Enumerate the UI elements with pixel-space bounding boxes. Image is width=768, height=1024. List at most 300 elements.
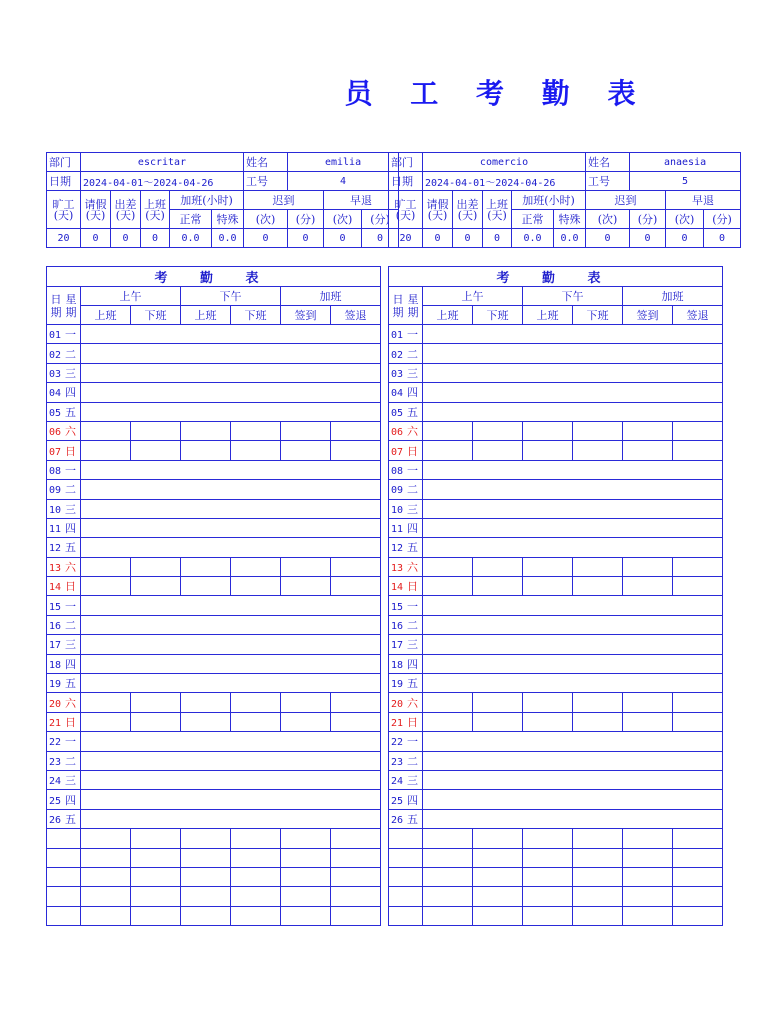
dept-value: escritar	[81, 153, 244, 172]
entry-cell[interactable]	[523, 577, 573, 596]
entry-cell-merged[interactable]	[81, 751, 381, 770]
day-row weekend-row	[389, 441, 723, 460]
entry-cell[interactable]	[423, 693, 473, 712]
blank-day-cell	[47, 887, 81, 906]
day-row	[47, 325, 381, 344]
entry-cell-merged[interactable]	[423, 770, 723, 789]
entry-cell-merged[interactable]	[81, 518, 381, 537]
day-cell: 10 三	[389, 499, 423, 518]
day-row	[47, 344, 381, 363]
morning-header: 上午	[81, 287, 181, 306]
entry-cell[interactable]	[81, 441, 131, 460]
entry-cell[interactable]	[473, 906, 523, 925]
blank-day-cell	[389, 829, 423, 848]
entry-cell[interactable]	[181, 577, 231, 596]
entry-cell[interactable]	[331, 867, 381, 886]
entry-cell[interactable]	[81, 848, 131, 867]
entry-cell[interactable]	[331, 577, 381, 596]
day-cell: 17 三	[47, 635, 81, 654]
entry-cell-merged[interactable]	[81, 732, 381, 751]
entry-cell[interactable]	[473, 441, 523, 460]
day-cell: 18 四	[47, 654, 81, 673]
entry-cell[interactable]	[673, 906, 723, 925]
entry-cell[interactable]	[81, 712, 131, 731]
day-row weekend-row	[389, 557, 723, 576]
entry-cell[interactable]	[181, 887, 231, 906]
entry-cell-merged[interactable]	[423, 499, 723, 518]
employee-info-table	[46, 152, 399, 248]
day-row	[47, 615, 381, 634]
entry-cell[interactable]	[523, 887, 573, 906]
page-title: 员 工 考 勤 表	[344, 77, 650, 110]
blank-row	[389, 848, 723, 867]
blank-day-cell	[47, 848, 81, 867]
name-value: anaesia	[630, 153, 741, 172]
entry-cell-merged[interactable]	[423, 615, 723, 634]
entry-cell[interactable]	[131, 421, 181, 440]
name-label: 姓名	[244, 153, 288, 172]
afternoon-header: 下午	[523, 287, 623, 306]
entry-cell[interactable]	[473, 887, 523, 906]
name-label: 姓名	[586, 153, 630, 172]
entry-cell[interactable]	[523, 848, 573, 867]
entry-cell[interactable]	[231, 693, 281, 712]
entry-cell-merged[interactable]	[81, 363, 381, 382]
entry-cell[interactable]	[181, 829, 231, 848]
entry-cell[interactable]	[281, 577, 331, 596]
entry-cell-merged[interactable]	[81, 674, 381, 693]
entry-cell[interactable]	[573, 441, 623, 460]
early-times-value: 0	[324, 229, 362, 248]
attendance-grid	[388, 266, 723, 926]
entry-cell[interactable]	[181, 693, 231, 712]
day-row	[47, 402, 381, 421]
day-row weekend-row	[47, 557, 381, 576]
entry-cell[interactable]	[573, 577, 623, 596]
day-cell: 26 五	[389, 809, 423, 828]
trip-value: 0	[453, 229, 483, 248]
entry-cell[interactable]	[423, 557, 473, 576]
entry-cell-merged[interactable]	[81, 402, 381, 421]
absent-header: 旷工 (天)	[47, 191, 81, 229]
day-row	[389, 615, 723, 634]
overtime-sign-in-header: 签到	[623, 306, 673, 325]
entry-cell[interactable]	[231, 867, 281, 886]
grid-header-row-1	[389, 287, 723, 306]
date-range-value: 2024-04-01～2024-04-26	[423, 172, 586, 191]
afternoon-on-header: 上班	[523, 306, 573, 325]
entry-cell[interactable]	[131, 906, 181, 925]
day-row	[389, 325, 723, 344]
work-days-header: 上班 (天)	[483, 191, 512, 229]
entry-cell[interactable]	[623, 557, 673, 576]
entry-cell-merged[interactable]	[81, 809, 381, 828]
entry-cell-merged[interactable]	[423, 654, 723, 673]
day-row	[47, 596, 381, 615]
entry-cell[interactable]	[573, 848, 623, 867]
entry-cell[interactable]	[181, 712, 231, 731]
entry-cell[interactable]	[623, 441, 673, 460]
entry-cell[interactable]	[423, 887, 473, 906]
entry-cell[interactable]	[281, 906, 331, 925]
leave-value: 0	[81, 229, 111, 248]
entry-cell[interactable]	[231, 441, 281, 460]
day-row	[389, 499, 723, 518]
entry-cell[interactable]	[623, 693, 673, 712]
entry-cell[interactable]	[423, 577, 473, 596]
entry-cell[interactable]	[331, 712, 381, 731]
morning-on-header: 上班	[423, 306, 473, 325]
early-times-header: (次)	[324, 210, 362, 229]
entry-cell-merged[interactable]	[81, 654, 381, 673]
entry-cell[interactable]	[181, 421, 231, 440]
entry-cell[interactable]	[473, 829, 523, 848]
entry-cell[interactable]	[81, 421, 131, 440]
day-cell: 16 二	[389, 615, 423, 634]
entry-cell[interactable]	[473, 693, 523, 712]
entry-cell-merged[interactable]	[423, 363, 723, 382]
entry-cell[interactable]	[281, 829, 331, 848]
blank-day-cell	[389, 887, 423, 906]
entry-cell[interactable]	[423, 848, 473, 867]
day-row	[47, 383, 381, 402]
entry-cell[interactable]	[331, 557, 381, 576]
entry-cell[interactable]	[131, 829, 181, 848]
entry-cell-merged[interactable]	[423, 480, 723, 499]
entry-cell[interactable]	[231, 577, 281, 596]
afternoon-off-header: 下班	[231, 306, 281, 325]
day-row weekend-row	[47, 577, 381, 596]
entry-cell[interactable]	[623, 867, 673, 886]
entry-cell[interactable]	[573, 829, 623, 848]
entry-cell-merged[interactable]	[81, 344, 381, 363]
overtime-hours-header: 加班(小时)	[170, 191, 244, 210]
blank-row	[47, 829, 381, 848]
entry-cell-merged[interactable]	[81, 538, 381, 557]
absent-value: 20	[389, 229, 423, 248]
early-minutes-value: 0	[704, 229, 741, 248]
entry-cell[interactable]	[573, 906, 623, 925]
day-row	[389, 383, 723, 402]
entry-cell-merged[interactable]	[81, 615, 381, 634]
day-cell: 24 三	[47, 770, 81, 789]
day-cell: 24 三	[389, 770, 423, 789]
day-cell: 10 三	[47, 499, 81, 518]
early-minutes-header: (分)	[362, 210, 399, 229]
dept-label: 部门	[47, 153, 81, 172]
day-row	[389, 770, 723, 789]
entry-cell-merged[interactable]	[423, 751, 723, 770]
entry-cell[interactable]	[473, 577, 523, 596]
entry-cell[interactable]	[81, 693, 131, 712]
entry-cell[interactable]	[423, 421, 473, 440]
entry-cell-merged[interactable]	[423, 383, 723, 402]
day-row	[47, 499, 381, 518]
info-row-dept	[47, 153, 399, 172]
blank-row	[389, 867, 723, 886]
entry-cell[interactable]	[423, 867, 473, 886]
day-cell: 25 四	[47, 790, 81, 809]
entry-cell[interactable]	[181, 441, 231, 460]
dept-label: 部门	[389, 153, 423, 172]
entry-cell[interactable]	[131, 867, 181, 886]
entry-cell[interactable]	[281, 441, 331, 460]
day-row	[47, 480, 381, 499]
blank-row	[389, 829, 723, 848]
entry-cell[interactable]	[673, 712, 723, 731]
entry-cell[interactable]	[523, 829, 573, 848]
day-row	[389, 344, 723, 363]
afternoon-header: 下午	[181, 287, 281, 306]
day-cell: 04 四	[389, 383, 423, 402]
entry-cell[interactable]	[81, 829, 131, 848]
day-row	[47, 790, 381, 809]
entry-cell[interactable]	[131, 887, 181, 906]
entry-cell[interactable]	[331, 906, 381, 925]
morning-off-header: 下班	[473, 306, 523, 325]
entry-cell[interactable]	[181, 867, 231, 886]
overtime-sign-out-header: 签退	[673, 306, 723, 325]
day-cell: 13 六	[47, 557, 81, 576]
entry-cell[interactable]	[231, 887, 281, 906]
day-cell: 15 一	[389, 596, 423, 615]
entry-cell[interactable]	[331, 441, 381, 460]
entry-cell[interactable]	[473, 421, 523, 440]
entry-cell[interactable]	[81, 906, 131, 925]
absent-value: 20	[47, 229, 81, 248]
stats-header-row-1	[389, 191, 741, 210]
entry-cell[interactable]	[131, 712, 181, 731]
day-cell: 12 五	[389, 538, 423, 557]
day-cell: 04 四	[47, 383, 81, 402]
leave-header: 请假 (天)	[81, 191, 111, 229]
entry-cell[interactable]	[231, 848, 281, 867]
entry-cell[interactable]	[573, 887, 623, 906]
blank-row	[389, 906, 723, 925]
entry-cell-merged[interactable]	[423, 790, 723, 809]
day-row	[389, 732, 723, 751]
entry-cell[interactable]	[523, 906, 573, 925]
entry-cell[interactable]	[331, 887, 381, 906]
id-label: 工号	[244, 172, 288, 191]
entry-cell-merged[interactable]	[423, 674, 723, 693]
entry-cell[interactable]	[523, 421, 573, 440]
entry-cell-merged[interactable]	[81, 790, 381, 809]
entry-cell[interactable]	[523, 712, 573, 731]
entry-cell-merged[interactable]	[423, 596, 723, 615]
entry-cell[interactable]	[231, 421, 281, 440]
entry-cell[interactable]	[281, 887, 331, 906]
entry-cell[interactable]	[473, 712, 523, 731]
day-row	[47, 460, 381, 479]
entry-cell[interactable]	[573, 557, 623, 576]
entry-cell[interactable]	[473, 848, 523, 867]
blank-day-cell	[389, 906, 423, 925]
entry-cell[interactable]	[523, 867, 573, 886]
late-header: 迟到	[586, 191, 666, 210]
entry-cell[interactable]	[573, 421, 623, 440]
day-row weekend-row	[47, 712, 381, 731]
entry-cell[interactable]	[573, 693, 623, 712]
stats-values-row	[389, 229, 741, 248]
entry-cell-merged[interactable]	[423, 460, 723, 479]
entry-cell-merged[interactable]	[423, 732, 723, 751]
entry-cell[interactable]	[181, 848, 231, 867]
entry-cell[interactable]	[523, 441, 573, 460]
day-row weekend-row	[389, 421, 723, 440]
entry-cell[interactable]	[131, 557, 181, 576]
entry-cell[interactable]	[331, 421, 381, 440]
blank-row	[47, 867, 381, 886]
id-label: 工号	[586, 172, 630, 191]
late-minutes-header: (分)	[288, 210, 324, 229]
entry-cell-merged[interactable]	[423, 344, 723, 363]
morning-header: 上午	[423, 287, 523, 306]
entry-cell[interactable]	[573, 867, 623, 886]
entry-cell[interactable]	[623, 829, 673, 848]
employee-info-table	[388, 152, 741, 248]
entry-cell[interactable]	[181, 557, 231, 576]
entry-cell[interactable]	[81, 557, 131, 576]
entry-cell[interactable]	[231, 712, 281, 731]
stats-values-row	[47, 229, 399, 248]
entry-cell-merged[interactable]	[81, 325, 381, 344]
entry-cell[interactable]	[231, 829, 281, 848]
entry-cell[interactable]	[81, 577, 131, 596]
entry-cell[interactable]	[131, 441, 181, 460]
entry-cell[interactable]	[623, 712, 673, 731]
ot-special-value: 0.0	[212, 229, 244, 248]
entry-cell[interactable]	[281, 712, 331, 731]
day-row	[389, 751, 723, 770]
entry-cell[interactable]	[281, 867, 331, 886]
blank-day-cell	[47, 867, 81, 886]
entry-cell[interactable]	[331, 829, 381, 848]
entry-cell[interactable]	[281, 693, 331, 712]
entry-cell[interactable]	[423, 829, 473, 848]
entry-cell[interactable]	[281, 557, 331, 576]
entry-cell[interactable]	[181, 906, 231, 925]
entry-cell[interactable]	[81, 867, 131, 886]
entry-cell[interactable]	[673, 887, 723, 906]
entry-cell[interactable]	[623, 887, 673, 906]
entry-cell[interactable]	[231, 557, 281, 576]
entry-cell-merged[interactable]	[81, 499, 381, 518]
day-row weekend-row	[47, 693, 381, 712]
day-cell: 01 一	[389, 325, 423, 344]
entry-cell[interactable]	[281, 848, 331, 867]
entry-cell[interactable]	[673, 829, 723, 848]
day-cell: 22 一	[389, 732, 423, 751]
entry-cell-merged[interactable]	[81, 635, 381, 654]
entry-cell-merged[interactable]	[423, 538, 723, 557]
day-row	[389, 596, 723, 615]
late-times-header: (次)	[586, 210, 630, 229]
early-minutes-value: 0	[362, 229, 399, 248]
entry-cell[interactable]	[423, 712, 473, 731]
day-row	[47, 518, 381, 537]
entry-cell[interactable]	[423, 906, 473, 925]
entry-cell-merged[interactable]	[81, 480, 381, 499]
entry-cell-merged[interactable]	[81, 596, 381, 615]
morning-on-header: 上班	[81, 306, 131, 325]
entry-cell[interactable]	[673, 577, 723, 596]
day-cell: 02 二	[389, 344, 423, 363]
entry-cell[interactable]	[131, 577, 181, 596]
overtime-header: 加班	[623, 287, 723, 306]
entry-cell[interactable]	[623, 421, 673, 440]
entry-cell[interactable]	[423, 441, 473, 460]
info-row-dept	[389, 153, 741, 172]
entry-cell[interactable]	[623, 848, 673, 867]
late-times-value: 0	[586, 229, 630, 248]
entry-cell[interactable]	[231, 906, 281, 925]
entry-cell-merged[interactable]	[81, 383, 381, 402]
day-cell: 06 六	[389, 421, 423, 440]
blank-day-cell	[389, 848, 423, 867]
day-cell: 17 三	[389, 635, 423, 654]
day-row weekend-row	[389, 577, 723, 596]
late-times-value: 0	[244, 229, 288, 248]
entry-cell[interactable]	[573, 712, 623, 731]
day-cell: 03 三	[389, 363, 423, 382]
entry-cell[interactable]	[623, 577, 673, 596]
day-row	[389, 809, 723, 828]
entry-cell[interactable]	[623, 906, 673, 925]
entry-cell[interactable]	[281, 421, 331, 440]
blank-day-cell	[389, 867, 423, 886]
entry-cell-merged[interactable]	[423, 518, 723, 537]
day-row	[389, 635, 723, 654]
day-week-header: 日 星 期 期	[47, 287, 81, 325]
ot-special-header: 特殊	[212, 210, 244, 229]
entry-cell[interactable]	[673, 441, 723, 460]
entry-cell[interactable]	[331, 693, 381, 712]
day-cell: 05 五	[47, 402, 81, 421]
entry-cell[interactable]	[81, 887, 131, 906]
entry-cell[interactable]	[131, 848, 181, 867]
entry-cell[interactable]	[473, 867, 523, 886]
entry-cell[interactable]	[523, 557, 573, 576]
day-cell: 20 六	[47, 693, 81, 712]
entry-cell-merged[interactable]	[423, 809, 723, 828]
entry-cell[interactable]	[673, 557, 723, 576]
entry-cell[interactable]	[523, 693, 573, 712]
overtime-hours-header: 加班(小时)	[512, 191, 586, 210]
entry-cell-merged[interactable]	[423, 402, 723, 421]
day-cell: 09 二	[47, 480, 81, 499]
entry-cell[interactable]	[673, 848, 723, 867]
day-cell: 25 四	[389, 790, 423, 809]
entry-cell-merged[interactable]	[423, 325, 723, 344]
date-range-value: 2024-04-01～2024-04-26	[81, 172, 244, 191]
entry-cell[interactable]	[673, 867, 723, 886]
entry-cell[interactable]	[331, 848, 381, 867]
entry-cell[interactable]	[673, 421, 723, 440]
day-cell: 09 二	[389, 480, 423, 499]
day-cell: 26 五	[47, 809, 81, 828]
entry-cell-merged[interactable]	[81, 770, 381, 789]
entry-cell[interactable]	[473, 557, 523, 576]
entry-cell-merged[interactable]	[423, 635, 723, 654]
name-value: emilia	[288, 153, 399, 172]
entry-cell[interactable]	[131, 693, 181, 712]
entry-cell-merged[interactable]	[81, 460, 381, 479]
day-row	[47, 363, 381, 382]
day-cell: 22 一	[47, 732, 81, 751]
entry-cell[interactable]	[673, 693, 723, 712]
blank-row	[47, 887, 381, 906]
